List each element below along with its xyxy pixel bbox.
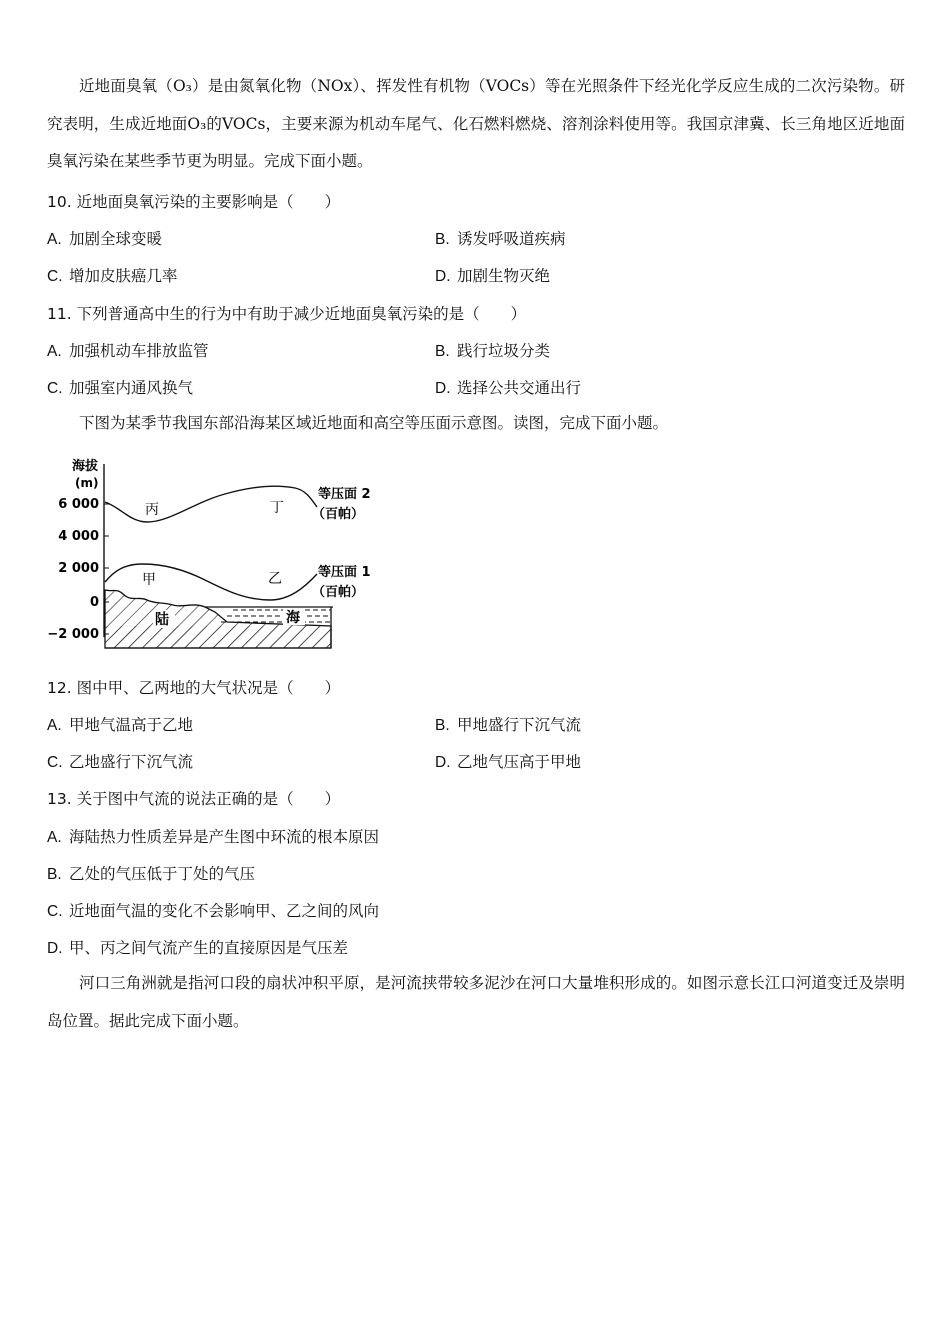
option-text: 增加皮肤癌几率 [69, 267, 178, 285]
option-key: B. [435, 231, 450, 248]
q10-option-b[interactable] [435, 227, 566, 249]
option-text: 诱发呼吸道疾病 [457, 230, 566, 248]
option-key: C. [47, 380, 63, 397]
intro-paragraph-delta: 河口三角洲就是指河口段的扇状冲积平原，是河流挟带较多泥沙在河口大量堆积形成的。如图示意长江口河道变迁及崇明岛位置。据此完成下面小题。 [47, 974, 905, 1030]
label-land: 陆 [155, 612, 169, 628]
intro-paragraph-ozone: 近地面臭氧（O₃）是由氮氧化物（NOx）、挥发性有机物（VOCs）等在光照条件下经光化学反应生成的二次污染物。研究表明，生成近地面O₃的VOCs，主要来源为机动车尾气、化石燃料燃烧、溶剂涂料使用等。我国京津冀、长三角地区近地面臭氧污染在某些季节更为明显。完成下面小题。 [47, 77, 905, 170]
q13-option-d[interactable] [47, 936, 348, 958]
q13-option-c[interactable] [47, 899, 379, 921]
q11-option-b[interactable] [435, 339, 550, 361]
option-text: 加强室内通风换气 [69, 379, 194, 397]
question-11-stem: 11. 下列普通高中生的行为中有助于减少近地面臭氧污染的是（ ） [47, 305, 527, 323]
isobaric-surface-1 [105, 564, 317, 600]
option-text: 甲地盛行下沉气流 [457, 716, 582, 734]
q13-option-b[interactable] [47, 862, 255, 884]
option-text: 加强机动车排放监管 [69, 342, 209, 360]
option-text: 选择公共交通出行 [457, 379, 582, 397]
axis-title: 海拔 [72, 459, 99, 474]
question-13-stem: 13. 关于图中气流的说法正确的是（ ） [47, 790, 341, 808]
intro-paragraph-isobaric: 下图为某季节我国东部沿海某区域近地面和高空等压面示意图。读图，完成下面小题。 [79, 414, 669, 432]
option-text: 加剧生物灭绝 [457, 267, 551, 285]
option-key: D. [47, 940, 63, 957]
option-key: B. [435, 343, 450, 360]
option-text: 践行垃圾分类 [457, 342, 551, 360]
q11-option-d[interactable] [435, 376, 581, 398]
seabed-terrain [105, 626, 331, 648]
option-key: C. [47, 903, 63, 920]
surface-2-unit: （百帕） [312, 507, 365, 522]
tick-label: 6 000 [58, 497, 99, 512]
option-key: B. [47, 866, 62, 883]
q11-option-a[interactable] [47, 339, 209, 361]
option-text: 加剧全球变暖 [69, 230, 163, 248]
q12-option-d[interactable] [435, 750, 581, 772]
option-text: 乙地气压高于甲地 [457, 753, 582, 771]
option-key: C. [47, 268, 63, 285]
option-text: 近地面气温的变化不会影响甲、乙之间的风向 [69, 902, 380, 920]
tick-label: 0 [89, 595, 99, 610]
option-key: C. [47, 754, 63, 771]
option-text: 甲、丙之间气流产生的直接原因是气压差 [69, 939, 349, 957]
q10-option-a[interactable] [47, 227, 162, 249]
tick-label: 4 000 [58, 529, 99, 544]
axis-unit: (m) [75, 476, 99, 490]
option-text: 甲地气温高于乙地 [69, 716, 194, 734]
surface-1-unit: （百帕） [312, 585, 365, 600]
q12-option-c[interactable] [47, 750, 193, 772]
label-yi: 乙 [268, 571, 282, 587]
option-key: D. [435, 380, 451, 397]
q13-option-a[interactable] [47, 825, 379, 847]
isobaric-surface-2 [105, 486, 317, 522]
option-key: B. [435, 717, 450, 734]
label-ding: 丁 [270, 500, 284, 516]
option-key: A. [47, 231, 62, 248]
option-key: A. [47, 717, 62, 734]
option-text: 乙地盛行下沉气流 [69, 753, 194, 771]
label-jia: 甲 [142, 572, 156, 588]
q10-option-d[interactable] [435, 264, 550, 286]
q12-option-b[interactable] [435, 713, 581, 735]
question-12-stem: 12. 图中甲、乙两地的大气状况是（ ） [47, 679, 341, 697]
sea-water [221, 610, 331, 622]
q12-option-a[interactable] [47, 713, 193, 735]
tick-label: 2 000 [58, 561, 99, 576]
label-bing: 丙 [145, 502, 159, 518]
surface-1-label: 等压面 1 [318, 565, 371, 580]
option-key: D. [435, 268, 451, 285]
option-text: 海陆热力性质差异是产生图中环流的根本原因 [69, 828, 380, 846]
option-key: A. [47, 343, 62, 360]
isobaric-surface-figure [47, 452, 385, 657]
option-text: 乙处的气压低于丁处的气压 [69, 865, 256, 883]
option-key: A. [47, 829, 62, 846]
option-key: D. [435, 754, 451, 771]
surface-2-label: 等压面 2 [318, 487, 371, 502]
q10-option-c[interactable] [47, 264, 178, 286]
q11-option-c[interactable] [47, 376, 193, 398]
tick-label: −2 000 [47, 627, 99, 642]
question-10-stem: 10. 近地面臭氧污染的主要影响是（ ） [47, 193, 341, 211]
label-sea: 海 [286, 610, 300, 626]
